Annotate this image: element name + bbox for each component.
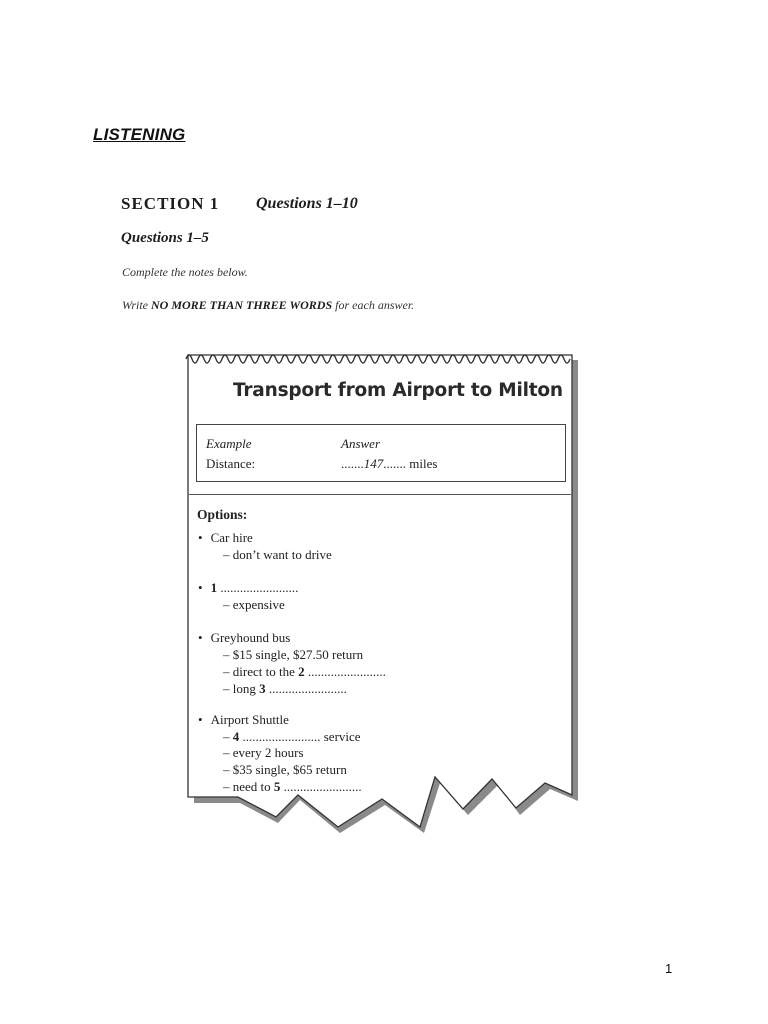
line-text: Car hire [210, 530, 253, 545]
instruction-prefix: Write [122, 298, 151, 312]
notes-title: Transport from Airport to Milton [233, 380, 563, 401]
line-text: – $35 single, $65 return [223, 762, 347, 777]
line-prefix: – [223, 729, 233, 744]
instruction-word-limit-bold: NO MORE THAN THREE WORDS [151, 298, 333, 312]
question-number: 4 [232, 729, 240, 744]
example-box [196, 424, 566, 482]
bullet: • [198, 630, 203, 645]
question-number: 1 [210, 580, 218, 595]
example-answer: 147 [363, 456, 384, 471]
line-text: ........................ service [239, 729, 361, 744]
question-number: 3 [259, 681, 266, 696]
line-prefix: – long [223, 681, 260, 696]
section-questions-range: Questions 1–10 [256, 195, 358, 212]
option-detail [223, 547, 332, 563]
line-prefix: – direct to the [223, 664, 299, 679]
bullet: • [198, 530, 203, 545]
option-detail [223, 745, 304, 761]
instruction-word-limit [122, 298, 414, 313]
line-text: – don’t want to drive [223, 547, 332, 562]
question-number: 2 [298, 664, 305, 679]
bullet: • [198, 580, 203, 595]
example-field-distance: Distance: [206, 456, 256, 471]
answer-label: Answer [341, 436, 380, 451]
line-text: Airport Shuttle [210, 712, 289, 727]
line-text: ........................ [265, 681, 347, 696]
line-text: – every 2 hours [223, 745, 304, 760]
sub-questions-range: Questions 1–5 [121, 230, 209, 246]
line-text: ........................ [304, 664, 386, 679]
options-heading: Options: [197, 507, 248, 522]
option-detail [223, 664, 386, 680]
option-item [198, 530, 253, 546]
example-answer-value [341, 456, 437, 472]
option-detail [223, 647, 363, 663]
divider [189, 494, 571, 495]
page-number: 1 [665, 961, 673, 976]
instruction-suffix: for each answer. [332, 298, 415, 312]
example-dots-after: ....... miles [383, 456, 438, 471]
line-text: ........................ [280, 779, 362, 794]
option-detail [223, 729, 361, 745]
example-label: Example [206, 436, 252, 451]
instruction-complete-notes: Complete the notes below. [122, 265, 248, 279]
line-text: Greyhound bus [210, 630, 291, 645]
option-detail [223, 762, 347, 778]
option-detail [223, 597, 285, 613]
line-text: ........................ [217, 580, 299, 595]
question-number: 5 [273, 779, 281, 794]
page-heading: LISTENING [93, 125, 186, 144]
bullet: • [198, 712, 203, 727]
option-item [198, 580, 298, 596]
line-text: – expensive [223, 597, 285, 612]
line-text: – $15 single, $27.50 return [223, 647, 364, 662]
example-dots-before: ....... [341, 456, 364, 471]
option-detail [223, 779, 362, 795]
option-detail [223, 681, 347, 697]
line-prefix: – need to [223, 779, 274, 794]
option-item [198, 630, 290, 646]
section-title: SECTION 1 [121, 194, 220, 213]
option-item [198, 712, 289, 728]
